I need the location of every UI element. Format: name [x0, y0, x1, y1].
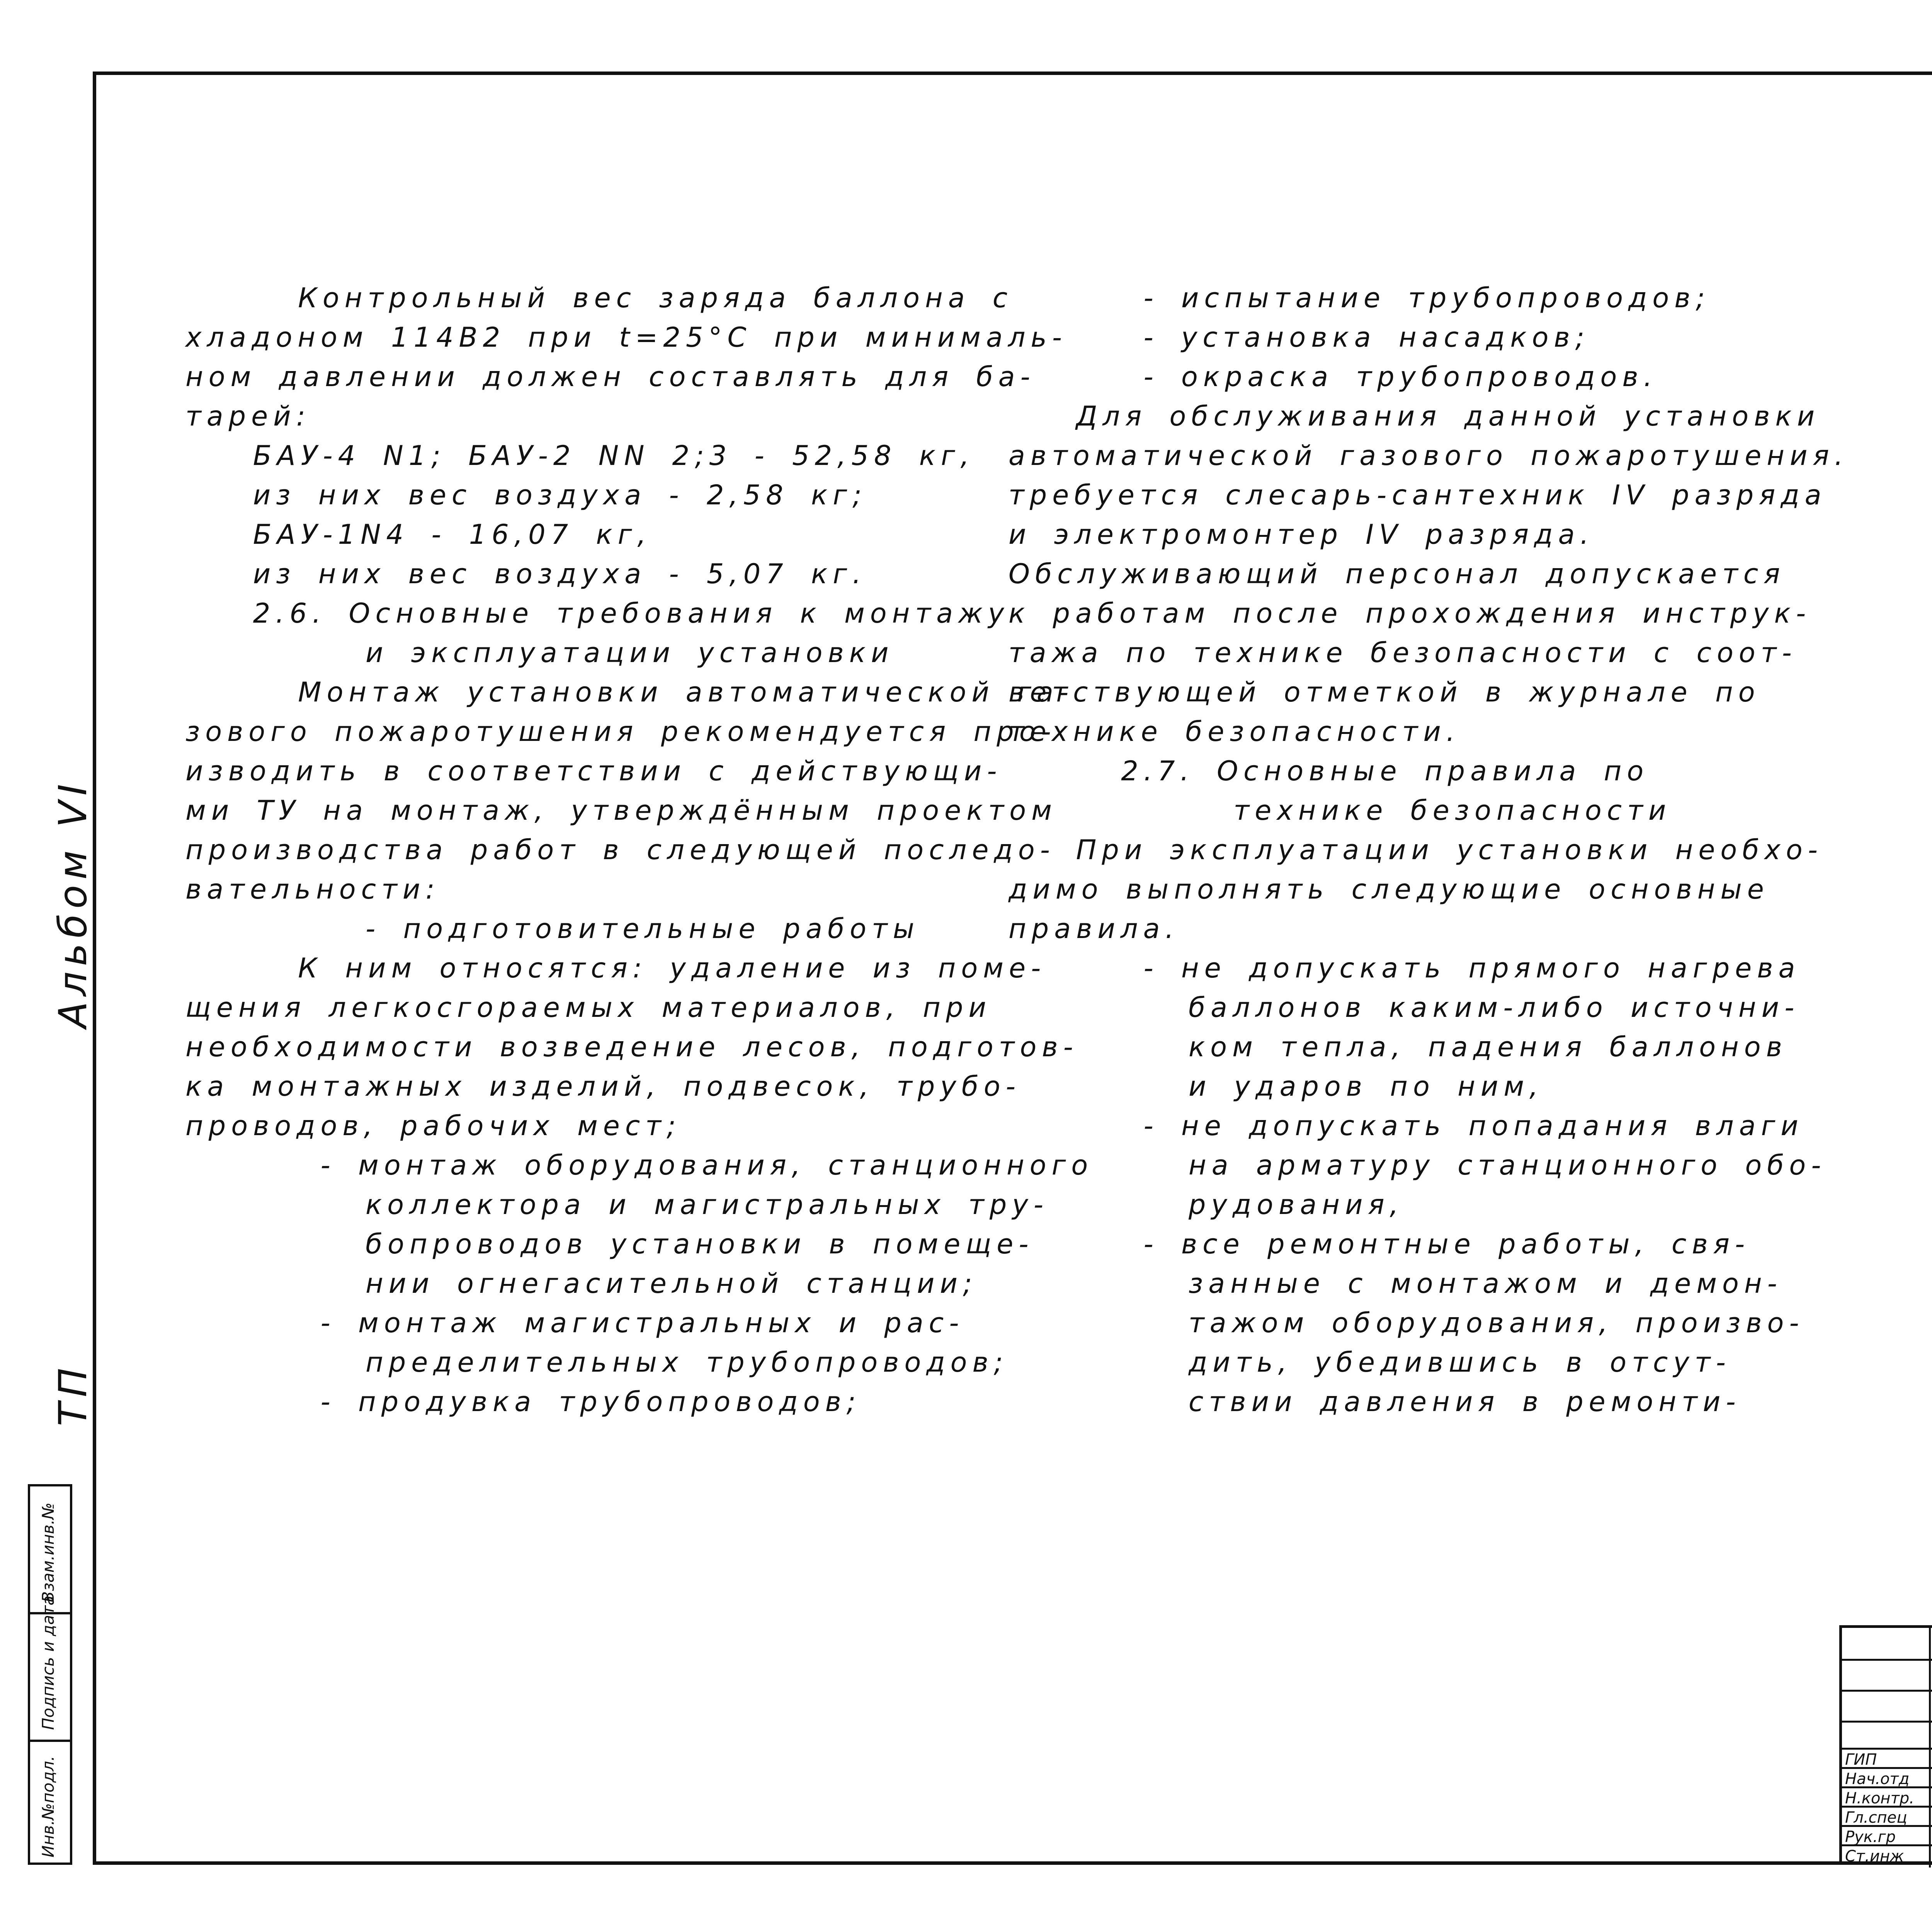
text-line: При эксплуатации установки необхо-	[1009, 834, 1823, 866]
text-line: занные с монтажом и демон-	[1009, 1268, 1782, 1299]
text-line: - продувка трубопроводов;	[185, 1386, 861, 1418]
role-title: Рук.гр	[1845, 1828, 1896, 1846]
text-line: из них вес воздуха - 2,58 кг;	[185, 479, 867, 511]
album-label: Альбом VI	[50, 778, 95, 1028]
text-line: пределительных трубопроводов;	[185, 1347, 1009, 1378]
text-line: ствии давления в ремонти-	[1009, 1386, 1741, 1418]
text-line: - установка насадков;	[1009, 322, 1590, 353]
text-line: на арматуру станционного обо-	[1009, 1149, 1827, 1181]
text-line: - окраска трубопроводов.	[1009, 361, 1658, 393]
text-line: - не допускать прямого нагрева	[1009, 952, 1801, 984]
text-line: автоматической газового пожаротушения.	[1009, 440, 1849, 472]
title-block-main	[1839, 1625, 1932, 1865]
text-line: БАУ-4 N1; БАУ-2 NN 2;3 - 52,58 кг,	[185, 440, 975, 472]
text-line: и электромонтер IV разряда.	[1009, 519, 1594, 550]
role-title: Н.контр.	[1845, 1789, 1914, 1807]
strip-label-replaced-inv: Взам.инв.№	[39, 1502, 58, 1602]
text-line: из них вес воздуха - 5,07 кг.	[185, 558, 867, 590]
strip-label-signature-date: Подпись и дата	[39, 1595, 58, 1730]
strip-label-original-inv: Инв.№подл.	[39, 1755, 58, 1857]
text-line: дить, убедившись в отсут-	[1009, 1347, 1731, 1378]
role-title: ГИП	[1845, 1751, 1877, 1769]
text-line: ми ТУ на монтаж, утверждённым проектом	[185, 795, 1057, 826]
left-approval-strip	[28, 1484, 72, 1865]
text-line: ком тепла, падения баллонов	[1009, 1031, 1787, 1063]
text-line: 2.7. Основные правила по	[1009, 755, 1649, 787]
text-line: хладоном 114В2 при t=25°С при минималь-	[185, 322, 1068, 353]
text-column-1	[185, 278, 1093, 1422]
text-line: баллонов каким-либо источни-	[1009, 992, 1800, 1023]
text-line: Для обслуживания данной установки	[1009, 400, 1820, 432]
text-line: технике безопасности.	[1009, 716, 1461, 747]
text-line: бопроводов установки в помеще-	[185, 1228, 1034, 1260]
text-line: - все ремонтные работы, свя-	[1009, 1228, 1750, 1260]
text-line: - испытание трубопроводов;	[1009, 282, 1711, 314]
text-line: нии огнегасительной станции;	[185, 1268, 978, 1299]
text-line: и эксплуатации установки	[185, 637, 894, 669]
text-line: тажом оборудования, произво-	[1009, 1307, 1804, 1339]
text-line: БАУ-1N4 - 16,07 кг,	[185, 519, 651, 550]
text-line: правила.	[1009, 913, 1179, 945]
tp-label: ТП	[50, 1362, 95, 1426]
text-line: - монтаж оборудования, станционного	[185, 1149, 1094, 1181]
text-line: производства работ в следующей последо-	[185, 834, 1055, 866]
text-line: и ударов по ним,	[1009, 1071, 1544, 1102]
text-line: Обслуживающий персонал допускается	[1009, 558, 1786, 590]
text-line: технике безопасности	[1009, 795, 1672, 826]
text-line: проводов, рабочих мест;	[185, 1110, 681, 1142]
text-line: - не допускать попадания влаги	[1009, 1110, 1804, 1142]
text-line: коллектора и магистральных тру-	[185, 1189, 1049, 1221]
text-line: к работам после прохождения инструк-	[1009, 598, 1811, 629]
text-line: димо выполнять следующие основные	[1009, 873, 1769, 905]
text-line: ветствующей отметкой в журнале по	[1009, 676, 1760, 708]
text-line: необходимости возведение лесов, подготов-	[185, 1031, 1078, 1063]
text-line: изводить в соответствии с действующи-	[185, 755, 1002, 787]
text-line: рудования,	[1009, 1189, 1404, 1221]
role-title: Нач.отд	[1845, 1770, 1910, 1788]
text-line: Монтаж установки автоматической га-	[185, 676, 1074, 708]
text-line: ка монтажных изделий, подвесок, трубо-	[185, 1071, 1021, 1102]
text-line: ном давлении должен составлять для ба-	[185, 361, 1036, 393]
text-line: К ним относятся: удаление из поме-	[185, 952, 1046, 984]
text-line: 2.6. Основные требования к монтажу	[185, 598, 1010, 629]
role-title: Гл.спец	[1845, 1809, 1907, 1827]
text-line: тарей:	[185, 400, 311, 432]
text-line: вательности:	[185, 873, 440, 905]
text-line: требуется слесарь-сантехник IV разряда	[1009, 479, 1827, 511]
text-line: щения легкосгораемых материалов, при	[185, 992, 992, 1023]
role-title: Ст.инж	[1845, 1847, 1904, 1865]
text-line: Контрольный вес заряда баллона с	[185, 282, 1013, 314]
text-line: зового пожаротушения рекомендуется про-	[185, 716, 1056, 747]
text-column-2	[1009, 278, 1849, 1422]
text-line: - подготовительные работы	[185, 913, 920, 945]
text-line: тажа по технике безопасности с соот-	[1009, 637, 1797, 669]
text-line: - монтаж магистральных и рас-	[185, 1307, 964, 1339]
